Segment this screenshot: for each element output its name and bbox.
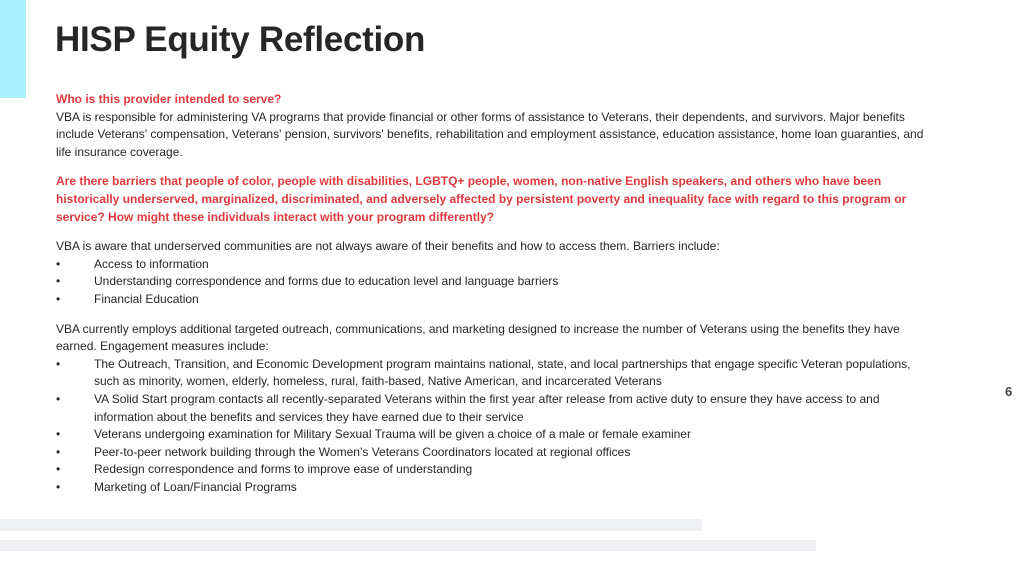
list-item [56,256,926,274]
list-item [56,461,926,479]
bullet-icon: • [56,256,61,271]
page-number: 6 [1005,384,1013,399]
list-item [56,479,926,497]
bullet-icon: • [56,462,61,477]
question-served: Who is this provider intended to serve? [56,92,282,106]
bullet-icon: • [56,391,61,406]
answer-served: VBA is responsible for administering VA programs that provide financial or other forms of assistance to Veterans, their dependents, and survivors. Major benefits include Veterans' compensation, Veterans' pension, survivors' benefits, rehabilitation and employment assistance, education assistance, home loan guaranties, and life insurance coverage. [56,109,924,159]
barriers-intro: VBA is aware that underserved communities are not always aware of their benefits and how to access them. Barriers include: [56,239,720,254]
list-item [56,291,926,309]
accent-bar [0,0,26,98]
list-item [56,426,926,444]
question-barriers: Are there barriers that people of color, people with disabilities, LGBTQ+ people, women, non-native English speakers, and others who have been historically underserved, marginalized, discriminated, and adversely affected by persistent poverty and inequality face with regard to this program or service? How might these individuals interact with your program differently? [56,174,907,224]
measure-text: Redesign correspondence and forms to improve ease of understanding [94,462,473,477]
measure-text: Peer-to-peer network building through the Women’s Veterans Coordinators located at regional offices [94,444,631,459]
barrier-text: Access to information [94,256,209,271]
bullet-icon: • [56,356,61,371]
list-item [56,273,926,291]
slide-content [56,91,926,496]
bullet-icon: • [56,444,61,459]
measure-text: VA Solid Start program contacts all recently-separated Veterans within the first year after release from active duty to ensure they have access to and information about the benefits and services they have earned due to their service [94,391,880,424]
list-item [56,391,926,426]
footer-band [0,519,702,531]
barrier-text: Understanding correspondence and forms due to education level and language barriers [94,274,559,289]
measure-text: The Outreach, Transition, and Economic Development program maintains national, state, and local partnerships that engage specific Veteran populations, such as minority, women, elderly, homeless, rural, faith-based, Native American, and incarcerated Veterans [94,356,911,389]
measures-intro: VBA currently employs additional targeted outreach, communications, and marketing designed to increase the number of Veterans using the benefits they have earned. Engagement measures include: [56,321,900,354]
footer-band [0,540,816,551]
barrier-text: Financial Education [94,291,199,306]
page-title: HISP Equity Reflection [55,20,426,59]
bullet-icon: • [56,427,61,442]
bullet-icon: • [56,274,61,289]
measure-text: Marketing of Loan/Financial Programs [94,479,297,494]
measure-text: Veterans undergoing examination for Military Sexual Trauma will be given a choice of a male or female examiner [94,427,691,442]
list-item [56,444,926,462]
list-item [56,356,926,391]
bullet-icon: • [56,291,61,306]
bullet-icon: • [56,479,61,494]
